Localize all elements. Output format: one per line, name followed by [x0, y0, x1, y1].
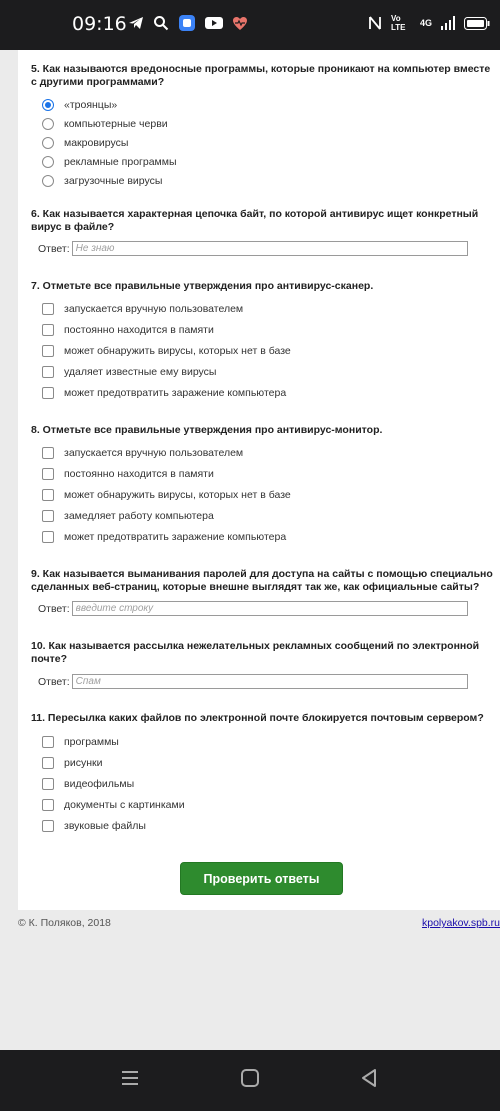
signal-icon	[441, 16, 455, 30]
q7-option-2[interactable]: постоянно находится в памяти	[42, 323, 214, 337]
checkbox[interactable]	[42, 736, 54, 748]
q8-option-2[interactable]: постоянно находится в памяти	[42, 467, 214, 481]
question-10-title: 10. Как называется рассылка нежелательных рекламных сообщений по электронной почте?	[31, 640, 480, 665]
q11-option-5[interactable]: звуковые файлы	[42, 819, 146, 833]
status-bar	[0, 0, 500, 50]
checkbox[interactable]	[42, 489, 54, 501]
q5-option-3[interactable]: макровирусы	[42, 136, 128, 150]
radio-button[interactable]	[42, 175, 54, 187]
checkbox[interactable]	[42, 345, 54, 357]
health-icon	[232, 16, 248, 31]
checkbox[interactable]	[42, 324, 54, 336]
q5-option-5[interactable]: загрузочные вирусы	[42, 174, 162, 188]
app-icon	[178, 14, 196, 32]
q7-option-3[interactable]: может обнаружить вирусы, которых нет в базе	[42, 344, 291, 358]
q9-answer-input[interactable]	[72, 601, 468, 616]
q9-answer-row: Ответ: введите строку	[38, 600, 468, 617]
question-7-title: 7. Отметьте все правильные утверждения про антивирус-сканер.	[31, 280, 374, 292]
radio-button[interactable]	[42, 118, 54, 130]
checkbox[interactable]	[42, 778, 54, 790]
q6-answer-input[interactable]	[72, 241, 468, 256]
q6-answer-row: Ответ: Не знаю	[38, 240, 468, 257]
checkbox[interactable]	[42, 531, 54, 543]
q5-option-2[interactable]: компьютерные черви	[42, 117, 168, 131]
checkbox[interactable]	[42, 468, 54, 480]
checkbox[interactable]	[42, 820, 54, 832]
radio-button-selected[interactable]	[42, 99, 54, 111]
battery-icon	[464, 17, 490, 30]
q10-answer-input[interactable]	[72, 674, 468, 689]
q7-option-5[interactable]: может предотвратить заражение компьютера	[42, 386, 286, 400]
q8-option-4[interactable]: замедляет работу компьютера	[42, 509, 214, 523]
question-6-title: 6. Как называется характерная цепочка байт, по которой антивирус ищет конкретный вирус в файле?	[31, 208, 479, 233]
q8-option-3[interactable]: может обнаружить вирусы, которых нет в базе	[42, 488, 291, 502]
status-time: 09:16	[72, 13, 127, 35]
site-link[interactable]: kpolyakov.spb.ru	[421, 917, 500, 929]
q8-option-1[interactable]: запускается вручную пользователем	[42, 446, 243, 460]
checkbox[interactable]	[42, 303, 54, 315]
q10-answer-row: Ответ: Спам	[38, 673, 468, 690]
recent-apps-icon[interactable]	[121, 1068, 139, 1088]
checkbox[interactable]	[42, 510, 54, 522]
checkbox[interactable]	[42, 757, 54, 769]
telegram-icon	[128, 15, 144, 31]
question-11-title: 11. Пересылка каких файлов по электронной почте блокируется почтовым сервером?	[31, 712, 484, 724]
question-8-title: 8. Отметьте все правильные утверждения про антивирус-монитор.	[31, 424, 383, 436]
volte-indicator: Vo LTE	[391, 14, 406, 32]
navigation-bar	[0, 1050, 500, 1111]
q11-option-4[interactable]: документы с картинками	[42, 798, 185, 812]
nfc-icon	[368, 15, 382, 31]
test-page	[18, 50, 500, 910]
search-icon	[153, 15, 169, 31]
question-5-title: 5. Как называются вредоносные программы, которые проникают на компьютер вместе с другими программами?	[31, 63, 491, 88]
q11-option-2[interactable]: рисунки	[42, 756, 102, 770]
q7-option-4[interactable]: удаляет известные ему вирусы	[42, 365, 216, 379]
q7-option-1[interactable]: запускается вручную пользователем	[42, 302, 243, 316]
copyright-text: © К. Поляков, 2018	[18, 917, 111, 929]
home-icon[interactable]	[240, 1068, 260, 1088]
network-type: 4G	[420, 18, 433, 28]
checkbox[interactable]	[42, 447, 54, 459]
footer	[18, 912, 500, 932]
checkbox[interactable]	[42, 387, 54, 399]
q8-option-5[interactable]: может предотвратить заражение компьютера	[42, 530, 286, 544]
checkbox[interactable]	[42, 799, 54, 811]
q5-option-4[interactable]: рекламные программы	[42, 155, 177, 169]
back-icon[interactable]	[360, 1068, 378, 1088]
q5-option-1[interactable]: «троянцы»	[42, 98, 117, 112]
q11-option-3[interactable]: видеофильмы	[42, 777, 134, 791]
q11-option-1[interactable]: программы	[42, 735, 119, 749]
checkbox[interactable]	[42, 366, 54, 378]
question-9-title: 9. Как называется выманивания паролей для доступа на сайты с помощью специально сделанных веб-страниц, которые внешне выглядят так же, как официальные сайты?	[31, 568, 493, 593]
youtube-icon	[205, 16, 223, 30]
radio-button[interactable]	[42, 156, 54, 168]
check-answers-button[interactable]: Проверить ответы	[180, 862, 343, 895]
radio-button[interactable]	[42, 137, 54, 149]
